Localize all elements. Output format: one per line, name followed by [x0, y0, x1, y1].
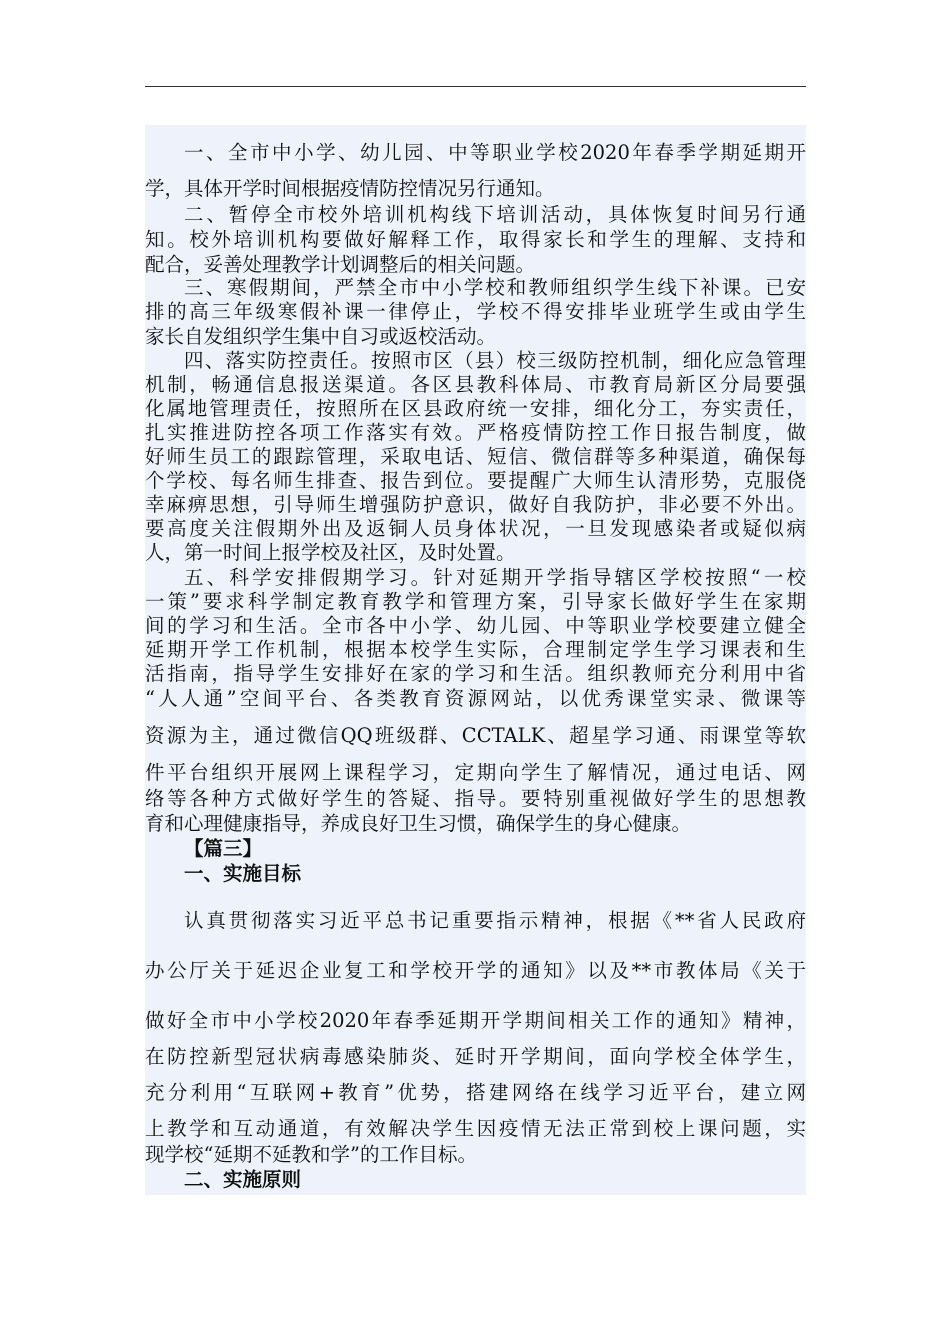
paragraph-6-line-3: 做好全市中小学校2020年春季延期开学期间相关工作的通知》精神，	[145, 1009, 806, 1032]
paragraph-4-line-2: 机制，畅通信息报送渠道。各区县教科体局、市教育局新区分局要强	[145, 373, 806, 396]
section-heading-pian-san: 【篇三】	[184, 837, 263, 860]
paragraph-5-line-1: 五、科学安排假期学习。针对延期开学指导辖区学校按照“一校	[184, 566, 806, 589]
paragraph-2-line-2: 知。校外培训机构要做好解释工作，取得家长和学生的理解、支持和	[145, 228, 806, 251]
paragraph-3-line-2: 排的高三年级寒假补课一律停止，学校不得安排毕业班学生或由学生	[145, 300, 806, 323]
paragraph-5-line-2: 一策”要求科学制定教育教学和管理方案，引导家长做好学生在家期	[145, 590, 806, 613]
paragraph-5-line-5: 活指南，指导学生安排好在家的学习和生活。组织教师充分利用中省	[145, 662, 806, 685]
paragraph-5-line-10: 育和心理健康指导，养成良好卫生习惯，确保学生的身心健康。	[145, 812, 692, 835]
paragraph-3-line-3: 家长自发组织学生集中自习或返校活动。	[145, 325, 497, 348]
paragraph-4-line-9: 人，第一时间上报学校及社区，及时处置。	[145, 541, 516, 564]
paragraph-3-line-1: 三、寒假期间，严禁全市中小学校和教师组织学生线下补课。已安	[184, 276, 806, 299]
header-rule	[145, 86, 806, 87]
heading-implementation-principles: 二、实施原则	[184, 1168, 302, 1191]
paragraph-4-line-5: 好师生员工的跟踪管理，采取电话、短信、微信群等多种渠道，确保每	[145, 445, 806, 468]
paragraph-4-line-3: 化属地管理责任，按照所在区县政府统一安排，细化分工，夯实责任，	[145, 397, 806, 420]
paragraph-4-line-8: 要高度关注假期外出及返铜人员身体状况，一旦发现感染者或疑似病	[145, 517, 806, 540]
paragraph-4-line-4: 扎实推进防控各项工作落实有效。严格疫情防控工作日报告制度，做	[145, 421, 806, 444]
paragraph-6-line-7: 现学校“延期不延教和学”的工作目标。	[145, 1143, 477, 1166]
paragraph-2-line-3: 配合，妥善处理教学计划调整后的相关问题。	[145, 253, 536, 276]
paragraph-1-line-2: 学，具体开学时间根据疫情防控情况另行通知。	[145, 177, 555, 200]
paragraph-4-line-1: 四、落实防控责任。按照市区（县）校三级防控机制，细化应急管理	[184, 349, 806, 372]
paragraph-1-line-1: 一、全市中小学、幼儿园、中等职业学校2020年春季学期延期开	[184, 141, 806, 164]
paragraph-5-line-7: 资源为主，通过微信QQ班级群、CCTALK、超星学习通、雨课堂等软	[145, 724, 806, 747]
heading-implementation-goals: 一、实施目标	[184, 862, 302, 885]
paragraph-6-line-2: 办公厅关于延迟企业复工和学校开学的通知》以及**市教体局《关于	[145, 959, 806, 982]
paragraph-6-line-4: 在防控新型冠状病毒感染肺炎、延时开学期间，面向学校全体学生，	[145, 1045, 806, 1068]
paragraph-6-line-6: 上教学和互动通道，有效解决学生因疫情无法正常到校上课问题，实	[145, 1117, 806, 1140]
paragraph-6-line-1: 认真贯彻落实习近平总书记重要指示精神，根据《**省人民政府	[184, 909, 806, 932]
paragraph-4-line-6: 个学校、每名师生排查、报告到位。要提醒广大师生认清形势，克服侥	[145, 469, 806, 492]
paragraph-6-line-5: 充分利用“互联网+教育”优势，搭建网络在线学习近平台，建立网	[145, 1081, 806, 1104]
paragraph-4-line-7: 幸麻痹思想，引导师生增强防护意识，做好自我防护，非必要不外出。	[145, 493, 806, 516]
paragraph-5-line-4: 延期开学工作机制，根据本校学生实际，合理制定学生学习课表和生	[145, 638, 806, 661]
paragraph-2-line-1: 二、暂停全市校外培训机构线下培训活动，具体恢复时间另行通	[184, 203, 806, 226]
document-body	[145, 125, 806, 1195]
paragraph-5-line-6: “人人通”空间平台、各类教育资源网站，以优秀课堂实录、微课等	[145, 687, 806, 710]
paragraph-5-line-3: 间的学习和生活。全市各中小学、幼儿园、中等职业学校要建立健全	[145, 614, 806, 637]
paragraph-5-line-8: 件平台组织开展网上课程学习，定期向学生了解情况，通过电话、网	[145, 761, 806, 784]
paragraph-5-line-9: 络等各种方式做好学生的答疑、指导。要特别重视做好学生的思想教	[145, 787, 806, 810]
